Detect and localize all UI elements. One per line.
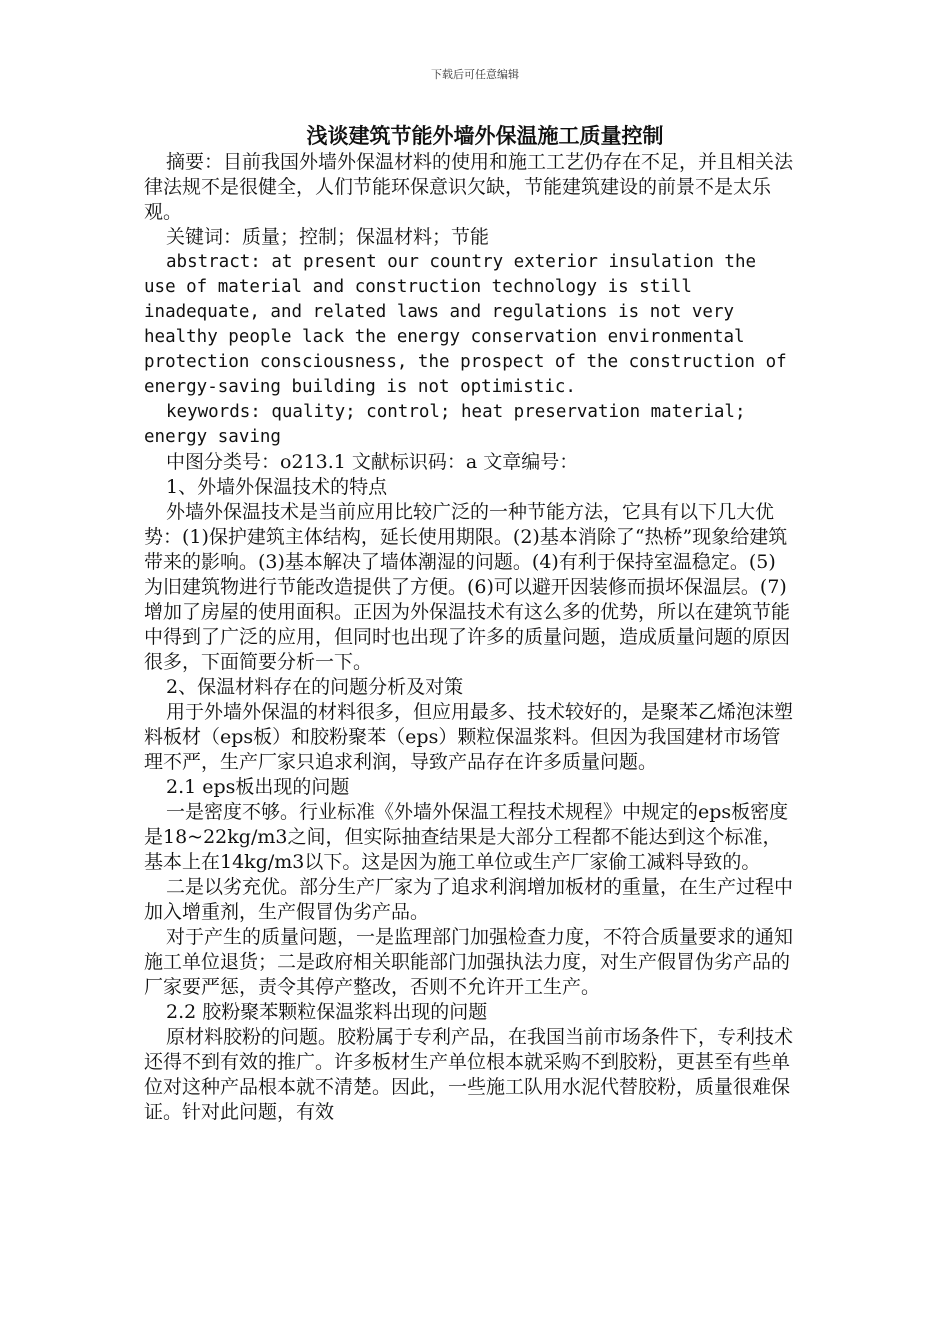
document-title: 浅谈建筑节能外墙外保温施工质量控制: [306, 124, 664, 148]
abstract-en-paragraph: abstract: at present our country exterior insulation the use of material and construction technology is still inadequate, and related laws and regulations is not very healthy people lack the energy conservation environmental protection consciousness, the prospect of the construction of energy-saving building is not optimistic.: [144, 252, 787, 397]
subsection-heading-2-2: 2.2 胶粉聚苯颗粒保温浆料出现的问题: [166, 1001, 488, 1023]
abstract-zh-paragraph: 摘要：目前我国外墙外保温材料的使用和施工工艺仍存在不足，并且相关法律法规不是很健全，人们节能环保意识欠缺，节能建筑建设的前景不是太乐观。: [144, 151, 794, 223]
body-paragraph: 一是密度不够。行业标准《外墙外保温工程技术规程》中规定的eps板密度是18~22kg/m3之间，但实际抽查结果是大部分工程都不能达到这个标准，基本上在14kg/m3以下。这是因为施工单位或生产厂家偷工减料导致的。: [144, 801, 789, 873]
body-paragraph: 原材料胶粉的问题。胶粉属于专利产品，在我国当前市场条件下，专利技术还得不到有效的推广。许多板材生产单位根本就采购不到胶粉，更甚至有些单位对这种产品根本就不清楚。因此，一些施工队用水泥代替胶粉，质量很难保证。针对此问题，有效: [144, 1026, 794, 1123]
subsection-heading-2-1: 2.1 eps板出现的问题: [166, 776, 350, 798]
document-body: [144, 150, 794, 1125]
section-heading-1: 1、外墙外保温技术的特点: [166, 476, 388, 498]
page-header-note: 下载后可任意编辑: [431, 68, 519, 81]
body-paragraph: 二是以劣充优。部分生产厂家为了追求利润增加板材的重量，在生产过程中加入增重剂，生产假冒伪劣产品。: [144, 876, 794, 923]
keywords-en-paragraph: keywords: quality; control; heat preservation material; energy saving: [144, 402, 746, 447]
classification-paragraph: 中图分类号：o213.1 文献标识码：a 文章编号：: [166, 451, 579, 473]
keywords-zh-paragraph: 关键词：质量；控制；保温材料；节能: [166, 226, 490, 248]
body-paragraph: 对于产生的质量问题，一是监理部门加强检查力度，不符合质量要求的通知施工单位退货；二是政府相关职能部门加强执法力度，对生产假冒伪劣产品的厂家要严惩，责令其停产整改，否则不允许开工生产。: [144, 926, 794, 998]
body-paragraph: 外墙外保温技术是当前应用比较广泛的一种节能方法，它具有以下几大优势：(1)保护建筑主体结构，延长使用期限。(2)基本消除了“热桥”现象给建筑带来的影响。(3)基本解决了墙体潮湿的问题。(4)有利于保持室温稳定。(5)为旧建筑物进行节能改造提供了方便。(6)可以避开因装修而损坏保温层。(7)增加了房屋的使用面积。正因为外保温技术有这么多的优势，所以在建筑节能中得到了广泛的应用，但同时也出现了许多的质量问题，造成质量问题的原因很多，下面简要分析一下。: [144, 501, 791, 673]
body-paragraph: 用于外墙外保温的材料很多，但应用最多、技术较好的，是聚苯乙烯泡沫塑料板材（eps板）和胶粉聚苯（eps）颗粒保温浆料。但因为我国建材市场管理不严，生产厂家只追求利润，导致产品存在许多质量问题。: [144, 701, 794, 773]
section-heading-2: 2、保温材料存在的问题分析及对策: [166, 676, 464, 698]
